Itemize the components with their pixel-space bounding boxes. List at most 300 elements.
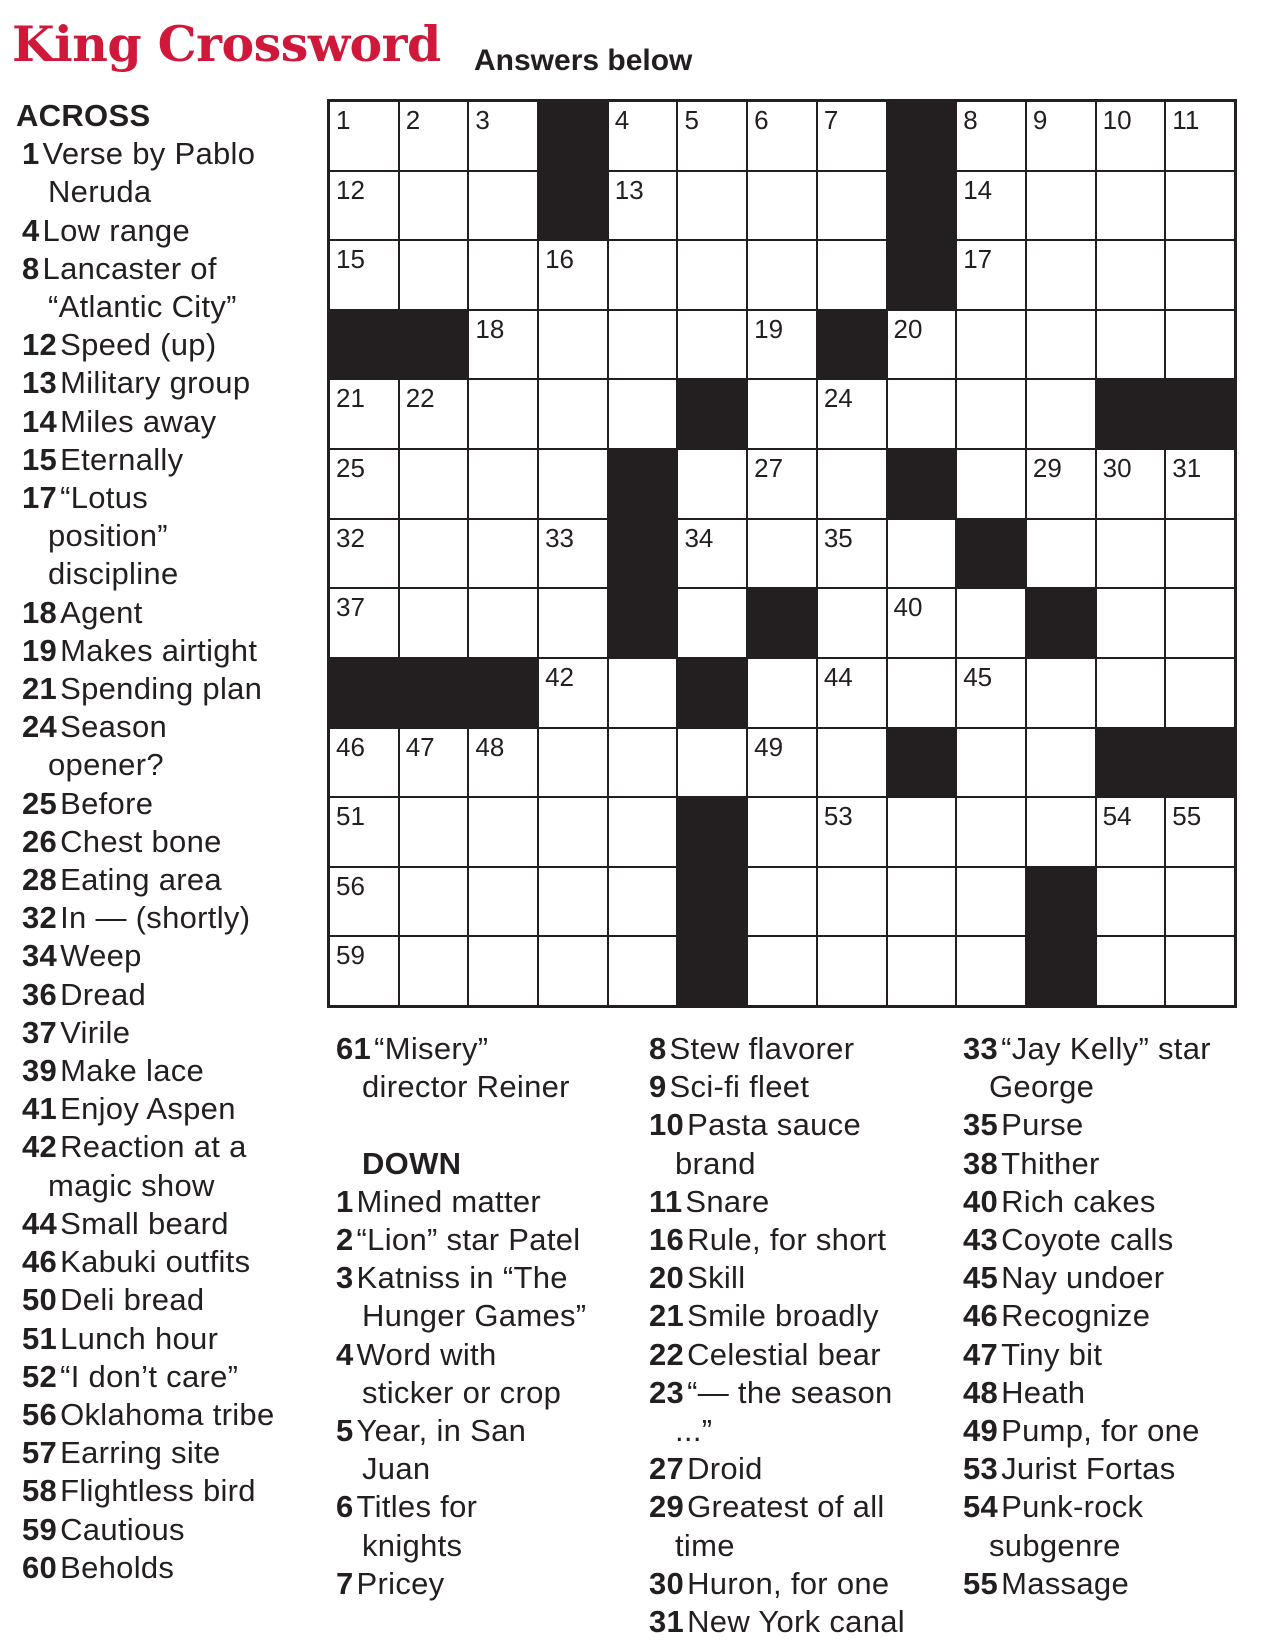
down-clue-list-1	[328, 1183, 628, 1603]
grid-cell[interactable]	[888, 589, 956, 657]
clue-39	[14, 1052, 299, 1090]
grid-cell[interactable]	[748, 798, 816, 866]
grid-cell[interactable]	[400, 520, 468, 588]
clue-21	[14, 670, 299, 708]
clue-text: Pricey	[356, 1565, 445, 1601]
grid-cell[interactable]	[957, 868, 1025, 936]
clue-19	[14, 632, 299, 670]
clue-5	[328, 1412, 628, 1488]
grid-cell[interactable]	[748, 868, 816, 936]
grid-cell[interactable]	[678, 241, 746, 309]
clue-text: Titles for	[356, 1489, 478, 1525]
grid-cell[interactable]	[400, 937, 468, 1005]
grid-cell[interactable]	[818, 659, 886, 727]
clue-text: Greatest of all	[687, 1489, 885, 1525]
clue-number: 29	[649, 1489, 685, 1525]
grid-cell[interactable]	[1097, 937, 1165, 1005]
grid-cell[interactable]	[400, 380, 468, 448]
clue-text: Hunger Games”	[362, 1298, 587, 1334]
clue-text: Heath	[1001, 1374, 1086, 1410]
clue-text: sticker or crop	[362, 1374, 562, 1410]
clue-number: 42	[22, 1129, 58, 1165]
clue-31	[641, 1603, 941, 1641]
black-square	[539, 102, 607, 170]
grid-cell[interactable]	[957, 729, 1025, 797]
grid-cell[interactable]	[1097, 102, 1165, 170]
across-heading: ACROSS	[16, 98, 151, 133]
grid-cell[interactable]	[539, 380, 607, 448]
grid-cell[interactable]	[330, 729, 398, 797]
grid-cell[interactable]	[330, 450, 398, 518]
clue-text: Droid	[687, 1451, 763, 1487]
grid-cell[interactable]	[469, 520, 537, 588]
grid-cell[interactable]	[400, 729, 468, 797]
cell-number: 51	[336, 801, 365, 832]
grid-cell[interactable]	[400, 798, 468, 866]
grid-cell[interactable]	[609, 798, 677, 866]
clue-text: Military group	[60, 365, 251, 401]
clue-number: 21	[22, 671, 58, 707]
grid-cell[interactable]	[400, 102, 468, 170]
clue-text: Word with	[356, 1336, 497, 1372]
clue-1	[328, 1183, 628, 1221]
clue-59	[14, 1511, 299, 1549]
cell-number: 27	[754, 453, 784, 484]
grid-cell[interactable]	[818, 798, 886, 866]
grid-cell[interactable]	[1166, 241, 1234, 309]
clue-text: Season	[60, 709, 168, 745]
black-square	[609, 520, 677, 588]
grid-cell[interactable]	[539, 798, 607, 866]
cell-number: 33	[545, 522, 574, 553]
clue-number: 4	[22, 212, 40, 248]
grid-cell[interactable]	[330, 172, 398, 240]
clue-2	[328, 1221, 628, 1259]
clue-text: Miles away	[60, 403, 217, 439]
cell-number: 46	[336, 731, 365, 762]
grid-cell[interactable]	[539, 729, 607, 797]
clue-33	[955, 1030, 1255, 1106]
clue-36	[14, 976, 299, 1014]
clue-number: 58	[22, 1473, 58, 1509]
clue-47	[955, 1336, 1255, 1374]
grid-cell[interactable]	[539, 520, 607, 588]
clue-text: director Reiner	[362, 1069, 570, 1105]
grid-cell[interactable]	[609, 241, 677, 309]
clue-10	[641, 1106, 941, 1182]
clue-35	[955, 1106, 1255, 1144]
grid-cell[interactable]	[957, 241, 1025, 309]
clue-1	[14, 135, 299, 211]
clue-text: Agent	[60, 594, 143, 630]
grid-cell[interactable]	[1097, 172, 1165, 240]
clue-number: 9	[649, 1069, 667, 1105]
grid-cell[interactable]	[330, 798, 398, 866]
cell-number: 42	[545, 661, 574, 692]
grid-cell[interactable]	[678, 729, 746, 797]
grid-cell[interactable]	[1027, 450, 1095, 518]
cell-number: 25	[336, 453, 365, 484]
grid-cell[interactable]	[748, 937, 816, 1005]
grid-cell[interactable]	[1027, 172, 1095, 240]
clue-text: Chest bone	[60, 823, 222, 859]
grid-cell[interactable]	[1027, 729, 1095, 797]
grid-cell[interactable]	[678, 450, 746, 518]
clue-number: 48	[963, 1374, 999, 1410]
grid-cell[interactable]	[1166, 172, 1234, 240]
clue-number: 22	[649, 1336, 685, 1372]
clue-number: 61	[336, 1031, 372, 1066]
clue-8	[641, 1030, 941, 1068]
grid-cell[interactable]	[1097, 659, 1165, 727]
clue-60	[14, 1549, 299, 1587]
grid-cell[interactable]	[1027, 311, 1095, 379]
clue-number: 23	[649, 1374, 685, 1410]
clue-46	[14, 1243, 299, 1281]
grid-cell[interactable]	[957, 589, 1025, 657]
clue-number: 28	[22, 862, 58, 898]
clue-number: 38	[963, 1145, 999, 1181]
clue-text: opener?	[48, 747, 164, 783]
grid-cell[interactable]	[957, 172, 1025, 240]
clue-number: 14	[22, 403, 58, 439]
clue-number: 8	[22, 250, 40, 286]
clue-number: 53	[963, 1451, 999, 1487]
clue-14	[14, 403, 299, 441]
grid-cell[interactable]	[1027, 798, 1095, 866]
clue-number: 13	[22, 365, 58, 401]
clue-61	[328, 1030, 628, 1106]
grid-cell[interactable]	[748, 380, 816, 448]
clue-38	[955, 1145, 1255, 1183]
grid-cell[interactable]	[539, 937, 607, 1005]
clue-number: 49	[963, 1413, 999, 1449]
grid-cell[interactable]	[609, 868, 677, 936]
grid-cell[interactable]	[957, 450, 1025, 518]
grid-cell[interactable]	[678, 589, 746, 657]
black-square	[818, 311, 886, 379]
grid-cell[interactable]	[818, 729, 886, 797]
grid-cell[interactable]	[1097, 868, 1165, 936]
clue-text: Verse by Pablo	[42, 136, 256, 172]
grid-cell[interactable]	[888, 520, 956, 588]
grid-cell[interactable]	[1097, 311, 1165, 379]
grid-cell[interactable]	[1166, 868, 1234, 936]
grid-cell[interactable]	[678, 311, 746, 379]
clue-text: Eating area	[60, 862, 222, 898]
grid-cell[interactable]	[539, 450, 607, 518]
grid-cell[interactable]	[1166, 520, 1234, 588]
black-square	[1097, 729, 1165, 797]
clue-51	[14, 1320, 299, 1358]
black-square	[888, 102, 956, 170]
down-heading: DOWN	[362, 1145, 462, 1181]
grid-cell[interactable]	[539, 659, 607, 727]
clue-text: Rule, for short	[687, 1222, 887, 1258]
grid-cell[interactable]	[957, 798, 1025, 866]
grid-cell[interactable]	[818, 172, 886, 240]
clue-number: 32	[22, 900, 58, 936]
clue-number: 21	[649, 1298, 685, 1334]
black-square	[1027, 589, 1095, 657]
clue-18	[14, 594, 299, 632]
grid-cell[interactable]	[1166, 589, 1234, 657]
cell-number: 49	[754, 731, 784, 762]
cell-number: 17	[963, 244, 993, 275]
grid-cell[interactable]	[888, 659, 956, 727]
black-square	[469, 659, 537, 727]
clue-number: 45	[963, 1260, 999, 1296]
cell-number: 11	[1172, 105, 1200, 135]
grid-cell[interactable]	[609, 729, 677, 797]
grid-cell[interactable]	[748, 520, 816, 588]
black-square	[748, 589, 816, 657]
grid-cell[interactable]	[330, 520, 398, 588]
clue-number: 35	[963, 1107, 999, 1143]
grid-cell[interactable]	[1166, 659, 1234, 727]
grid-cell[interactable]	[539, 589, 607, 657]
black-square	[330, 311, 398, 379]
grid-cell[interactable]	[957, 659, 1025, 727]
clue-text: brand	[675, 1145, 756, 1181]
grid-cell[interactable]	[957, 937, 1025, 1005]
grid-cell[interactable]	[400, 172, 468, 240]
grid-cell[interactable]	[400, 868, 468, 936]
clue-52	[14, 1358, 299, 1396]
grid-cell[interactable]	[957, 102, 1025, 170]
grid-cell[interactable]	[957, 311, 1025, 379]
grid-cell[interactable]	[469, 102, 537, 170]
grid-cell[interactable]	[609, 311, 677, 379]
grid-cell[interactable]	[1027, 659, 1095, 727]
clue-24	[14, 708, 299, 784]
grid-cell[interactable]	[469, 172, 537, 240]
clue-text: Snare	[685, 1183, 770, 1219]
grid-cell[interactable]	[1097, 241, 1165, 309]
clue-number: 57	[22, 1435, 58, 1471]
grid-cell[interactable]	[469, 937, 537, 1005]
cell-number: 6	[754, 105, 769, 135]
grid-cell[interactable]	[818, 241, 886, 309]
grid-cell[interactable]	[609, 102, 677, 170]
grid-cell[interactable]	[469, 798, 537, 866]
grid-cell[interactable]	[539, 868, 607, 936]
clue-11	[641, 1183, 941, 1221]
grid-cell[interactable]	[888, 311, 956, 379]
grid-cell[interactable]	[330, 937, 398, 1005]
grid-cell[interactable]	[330, 380, 398, 448]
clue-number: 27	[649, 1451, 685, 1487]
clue-text: In — (shortly)	[60, 900, 251, 936]
black-square	[1097, 380, 1165, 448]
grid-cell[interactable]	[400, 589, 468, 657]
clue-number: 12	[22, 327, 58, 363]
grid-cell[interactable]	[888, 798, 956, 866]
grid-cell[interactable]	[888, 868, 956, 936]
grid-cell[interactable]	[1027, 102, 1095, 170]
grid-cell[interactable]	[469, 241, 537, 309]
grid-cell[interactable]	[888, 380, 956, 448]
clue-number: 55	[963, 1565, 999, 1601]
clue-number: 1	[336, 1183, 354, 1219]
cell-number: 18	[475, 313, 505, 344]
grid-cell[interactable]	[1027, 520, 1095, 588]
clue-number: 5	[336, 1413, 354, 1449]
grid-cell[interactable]	[818, 520, 886, 588]
clue-number: 60	[22, 1549, 58, 1585]
clue-text: Nay undoer	[1001, 1260, 1165, 1296]
grid-cell[interactable]	[400, 450, 468, 518]
cell-number: 32	[336, 522, 365, 553]
clue-43	[955, 1221, 1255, 1259]
clue-number: 39	[22, 1053, 58, 1089]
grid-cell[interactable]	[678, 102, 746, 170]
black-square	[539, 172, 607, 240]
across-column	[14, 97, 299, 1587]
clue-text: Eternally	[60, 441, 184, 477]
clue-text: Pasta sauce	[687, 1107, 861, 1143]
grid-cell[interactable]	[469, 380, 537, 448]
cell-number: 29	[1032, 453, 1062, 484]
cell-number: 55	[1172, 801, 1202, 832]
grid-cell[interactable]	[818, 450, 886, 518]
clue-text: Tiny bit	[1001, 1336, 1103, 1372]
grid-cell[interactable]	[609, 937, 677, 1005]
black-square	[1166, 729, 1234, 797]
grid-cell[interactable]	[330, 589, 398, 657]
grid-cell[interactable]	[609, 172, 677, 240]
clue-text: Oklahoma tribe	[60, 1396, 275, 1432]
clue-45	[955, 1259, 1255, 1297]
grid-cell[interactable]	[469, 450, 537, 518]
grid-cell[interactable]	[469, 729, 537, 797]
grid-cell[interactable]	[1027, 241, 1095, 309]
grid-cell[interactable]	[469, 311, 537, 379]
clue-number: 43	[963, 1222, 999, 1258]
clue-57	[14, 1434, 299, 1472]
clue-20	[641, 1259, 941, 1297]
clue-number: 34	[22, 938, 58, 974]
clue-50	[14, 1281, 299, 1319]
grid-cell[interactable]	[748, 172, 816, 240]
grid-cell[interactable]	[957, 380, 1025, 448]
clue-49	[955, 1412, 1255, 1450]
grid-cell[interactable]	[539, 241, 607, 309]
grid-cell[interactable]	[888, 937, 956, 1005]
clue-number: 37	[22, 1014, 58, 1050]
black-square	[678, 380, 746, 448]
clue-text: Pump, for one	[1001, 1413, 1200, 1449]
grid-cell[interactable]	[1166, 937, 1234, 1005]
clue-number: 46	[22, 1244, 58, 1280]
clue-text: Make lace	[60, 1053, 205, 1089]
clue-number: 31	[649, 1604, 685, 1640]
grid-cell[interactable]	[678, 172, 746, 240]
grid-cell[interactable]	[469, 589, 537, 657]
cell-number: 34	[684, 522, 714, 553]
cell-number: 2	[405, 105, 421, 135]
grid-cell[interactable]	[1097, 589, 1165, 657]
clue-text: discipline	[48, 556, 179, 592]
clue-number: 47	[963, 1336, 999, 1372]
cell-number: 7	[823, 105, 839, 135]
grid-cell[interactable]	[330, 868, 398, 936]
grid-cell[interactable]	[400, 241, 468, 309]
cell-number: 4	[614, 105, 630, 135]
clue-text: Celestial bear	[687, 1336, 881, 1372]
black-square	[1027, 937, 1095, 1005]
grid-cell[interactable]	[1166, 450, 1234, 518]
grid-cell[interactable]	[1166, 102, 1234, 170]
clue-number: 44	[22, 1205, 58, 1241]
grid-cell[interactable]	[1166, 311, 1234, 379]
grid-cell[interactable]	[330, 241, 398, 309]
grid-cell[interactable]	[539, 311, 607, 379]
grid-cell[interactable]	[818, 102, 886, 170]
clue-26	[14, 823, 299, 861]
grid-cell[interactable]	[818, 380, 886, 448]
black-square	[678, 937, 746, 1005]
clue-number: 19	[22, 632, 58, 668]
grid-cell[interactable]	[1097, 798, 1165, 866]
grid-cell[interactable]	[818, 937, 886, 1005]
cell-number: 47	[405, 731, 435, 762]
grid-cell[interactable]	[748, 659, 816, 727]
grid-cell[interactable]	[748, 729, 816, 797]
clue-number: 11	[649, 1183, 683, 1219]
down-clue-list-3	[955, 1030, 1255, 1603]
grid-cell[interactable]	[1166, 798, 1234, 866]
grid-cell[interactable]	[748, 311, 816, 379]
clue-text: Huron, for one	[687, 1565, 890, 1601]
grid-cell[interactable]	[1097, 450, 1165, 518]
black-square	[1027, 868, 1095, 936]
grid-cell[interactable]	[609, 380, 677, 448]
clue-27	[641, 1450, 941, 1488]
clue-46	[955, 1297, 1255, 1335]
clue-text: “Lotus	[60, 480, 149, 516]
clue-number: 25	[22, 785, 58, 821]
grid-cell[interactable]	[469, 868, 537, 936]
grid-cell[interactable]	[330, 102, 398, 170]
clue-text: Juan	[362, 1451, 431, 1487]
cell-number: 24	[823, 383, 853, 414]
grid-cell[interactable]	[818, 868, 886, 936]
down-column-2	[641, 1030, 941, 1641]
cell-number: 40	[893, 592, 923, 623]
grid-cell[interactable]	[609, 659, 677, 727]
grid-cell[interactable]	[748, 241, 816, 309]
grid-cell[interactable]	[748, 450, 816, 518]
clue-58	[14, 1472, 299, 1510]
down-column-1	[328, 1030, 628, 1603]
clue-number: 15	[22, 441, 58, 477]
grid-cell[interactable]	[1097, 520, 1165, 588]
cell-number: 21	[336, 383, 365, 414]
clue-text: Coyote calls	[1001, 1222, 1174, 1258]
clue-15	[14, 441, 299, 479]
grid-cell[interactable]	[1027, 380, 1095, 448]
clue-text: Virile	[60, 1014, 131, 1050]
grid-cell[interactable]	[678, 520, 746, 588]
grid-cell[interactable]	[748, 102, 816, 170]
clue-text: Makes airtight	[60, 632, 258, 668]
clue-number: 46	[963, 1298, 999, 1334]
grid-cell[interactable]	[818, 589, 886, 657]
clue-text: Katniss in “The	[356, 1260, 568, 1296]
clue-23	[641, 1374, 941, 1450]
clue-30	[641, 1565, 941, 1603]
